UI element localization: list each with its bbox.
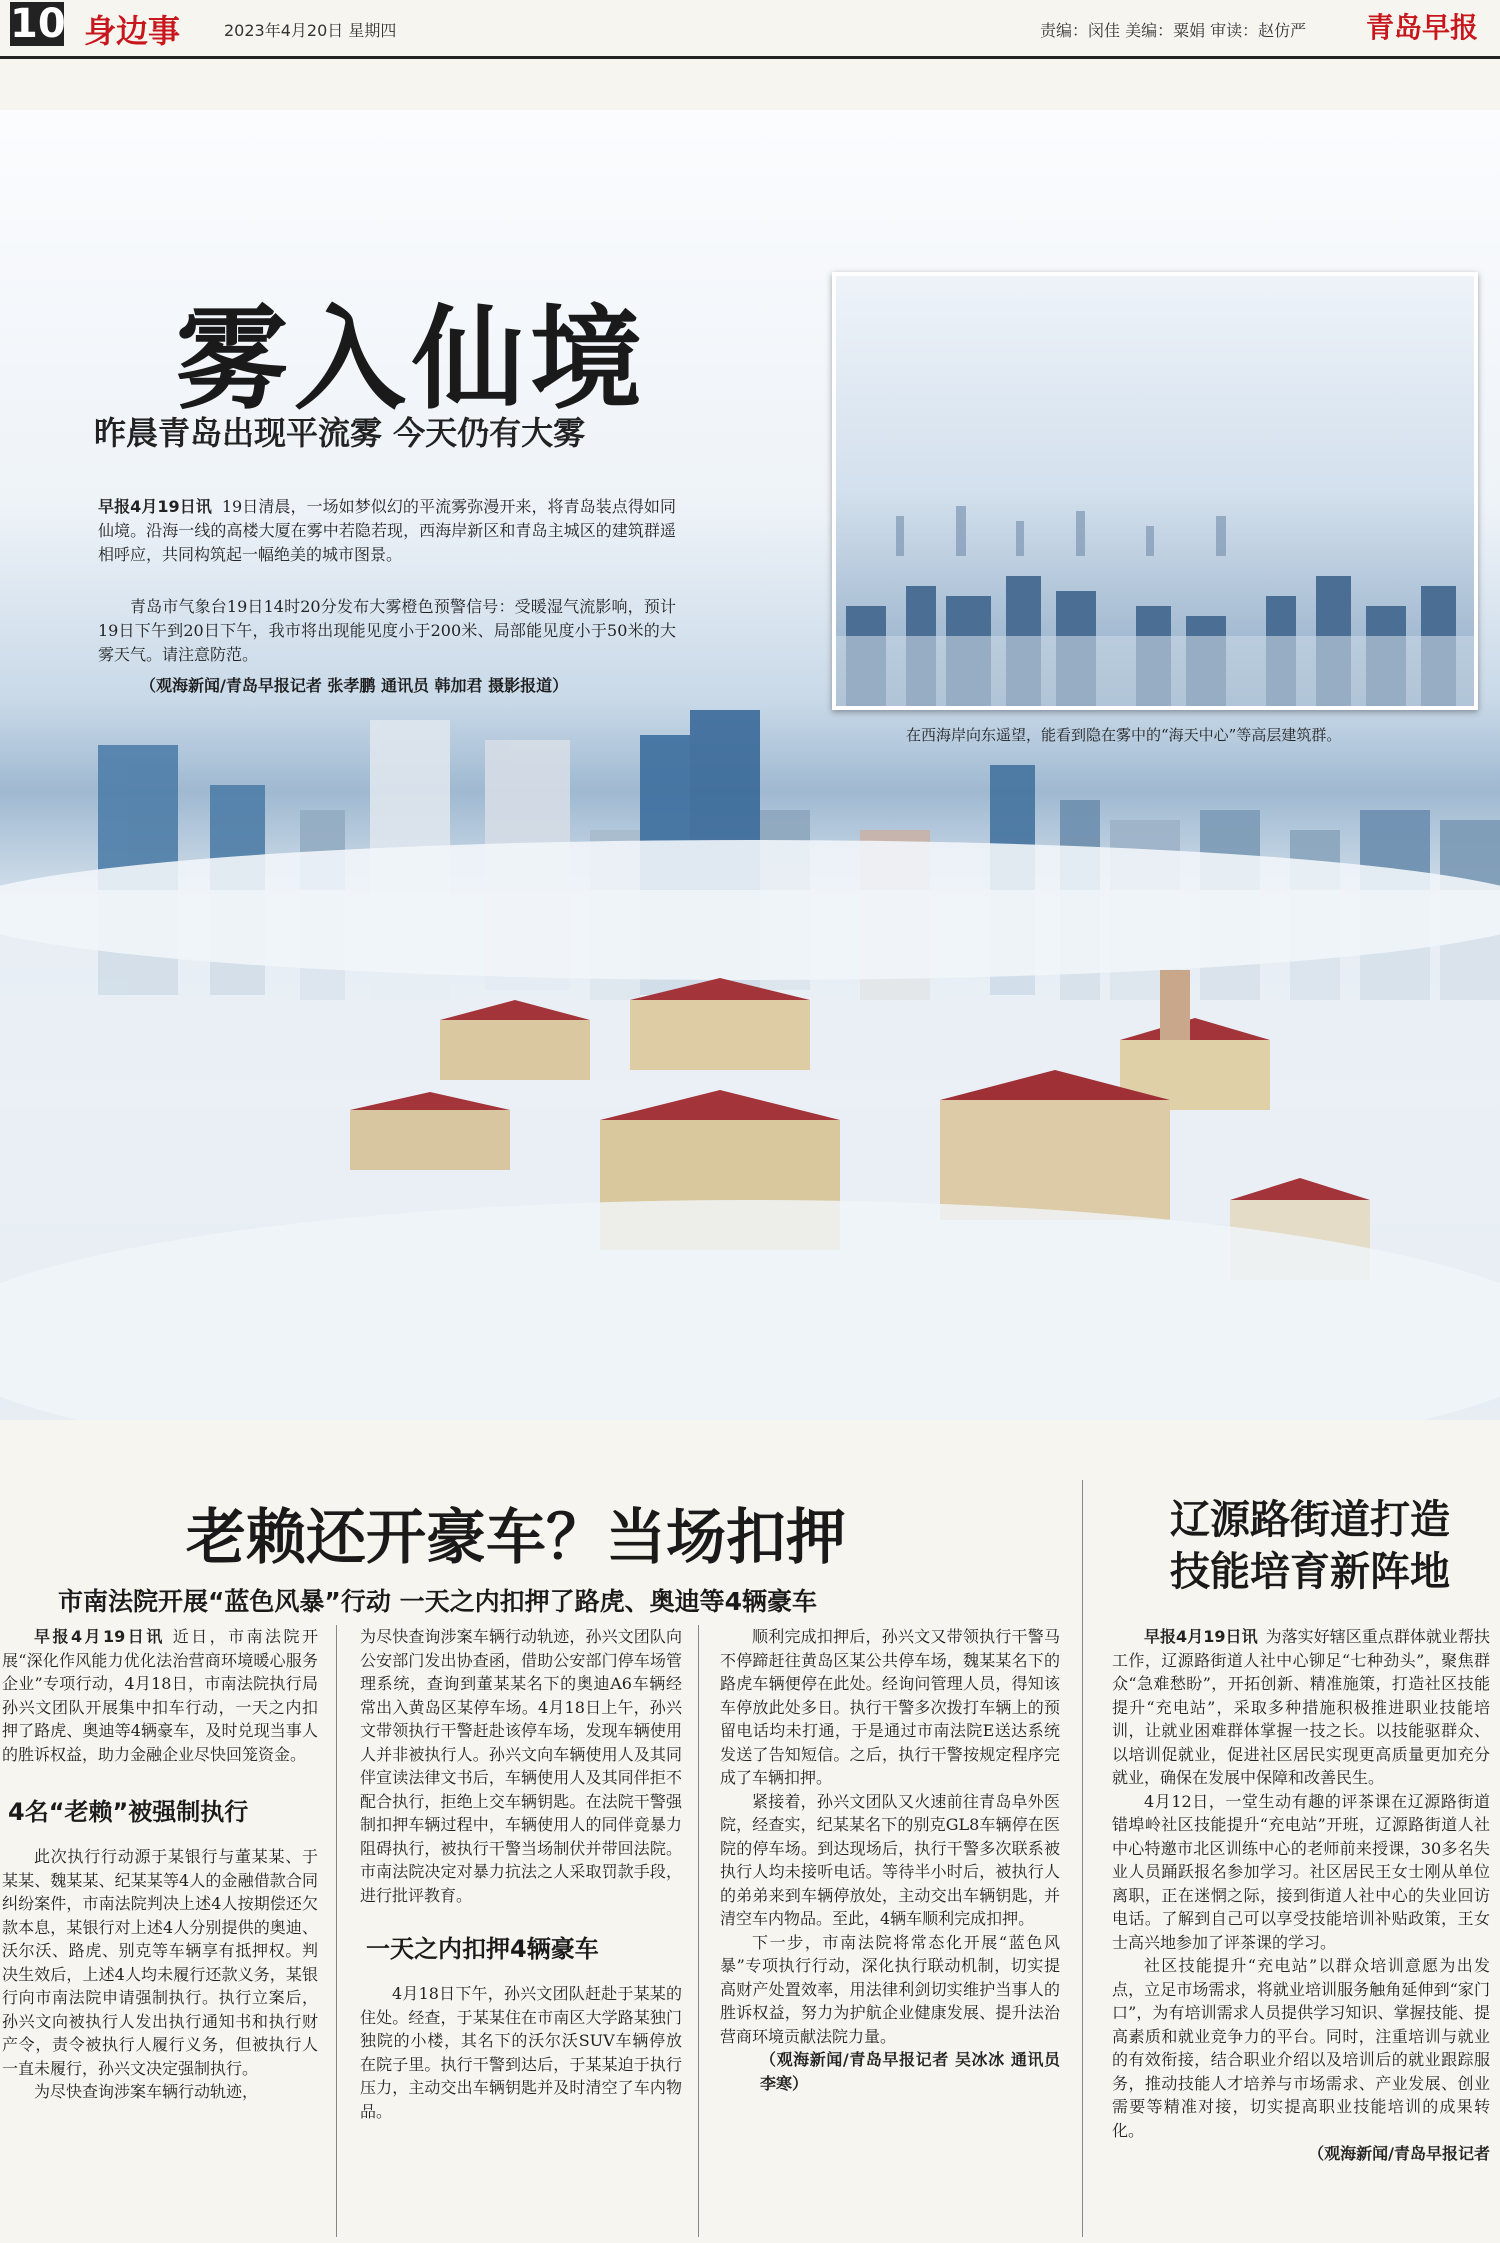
- story2-paragraph-1-text: 近日，市南法院开展“深化作风能力优化法治营商环境暖心服务企业”专项行动，4月18日，市南法院执行局孙兴文团队开展集中扣车行动，一天之内扣押了路虎、奥迪等4辆豪车，及时兑现当事人的胜诉权益，助力金融企业尽快回笼资金。: [2, 1627, 318, 1764]
- column-rule: [698, 1625, 699, 2237]
- story2-byline: （观海新闻/青岛早报记者 吴冰冰 通讯员 李寒）: [760, 2050, 1060, 2093]
- editors-line: 责编：闵佳 美编：粟娟 审读：赵仿严: [1040, 21, 1307, 40]
- lead-paragraph-2: 青岛市气象台19日14时20分发布大雾橙色预警信号：受暖湿气流影响，预计19日下午到20日下午，我市将出现能见度小于200米、局部能见度小于50米的大雾天气。请注意防范。: [98, 597, 676, 664]
- story3-paragraph-3: 社区技能提升“充电站”以群众培训意愿为出发点，立足市场需求，将就业培训服务触角延伸到“家门口”，为有培训需求人员提供学习知识、掌握技能、提高素质和就业竞争力的平台。同时，注重培训与就业的有效衔接，结合职业介绍以及培训后的就业跟踪服务，推动技能人才培养与市场需求、产业发展、创业需要等精准对接，切实提高职业技能培训的成果转化。: [1112, 1956, 1490, 2140]
- lead-subheadline: 昨晨青岛出现平流雾 今天仍有大雾: [94, 414, 586, 452]
- story2-column-1: [2, 1625, 318, 2104]
- fog-photo-band: [0, 110, 1500, 1420]
- story3-dateline: 早报4月19日讯: [1144, 1627, 1258, 1646]
- lead-headline: 雾入仙境: [176, 294, 648, 425]
- story3-headline: [1170, 1494, 1450, 1598]
- story2-paragraph-6: 紧接着，孙兴文团队又火速前往青岛阜外医院，经查实，纪某某名下的别克GL8车辆停在医院的停车场。到达现场后，执行干警多次联系被执行人均未接听电话。等待半小时后，被执行人的弟弟来到车辆停放处，主动交出车辆钥匙，并清空车内物品。至此，4辆车顺利完成扣押。: [720, 1791, 1060, 1928]
- story3-column: [1112, 1625, 1490, 2166]
- section-name: 身边事: [84, 12, 181, 50]
- story2-paragraph-3: 为尽快查询涉案车辆行动轨迹，孙兴文团队向公安部门发出协查函，借助公安部门停车场管理系统，查询到董某某名下的奥迪A6车辆经常出入黄岛区某停车场。4月18日上午，孙兴文带领执行干警赶赴该停车场，发现车辆使用人并非被执行人。孙兴文向车辆使用人及其同伴宣读法律文书后，车辆使用人及其同伴拒不配合执行，拒绝上交车辆钥匙。在法院干警强制扣押车辆过程中，车辆使用人的同伴竟暴力阻碍执行，被执行干警当场制伏并带回法院。市南法院决定对暴力抗法之人采取罚款手段，进行批评教育。: [360, 1627, 682, 1905]
- story3-paragraph-2: 4月12日，一堂生动有趣的评茶课在辽源路街道错埠岭社区技能提升“充电站”开班，辽源路街道人社中心特邀市北区训练中心的老师前来授课，30多名失业人员踊跃报名参加学习。社区居民王女士刚从单位离职，正在迷惘之际，接到街道人社中心的失业回访电话。了解到自己可以享受技能培训补贴政策，王女士高兴地参加了评茶课的学习。: [1112, 1791, 1490, 1952]
- story2-paragraph-3a: 为尽快查询涉案车辆行动轨迹，: [34, 2082, 259, 2101]
- story2-dateline: 早报4月19日讯: [34, 1627, 165, 1646]
- story2-paragraph-5: 顺利完成扣押后，孙兴文又带领执行干警马不停蹄赶往黄岛区某公共停车场，魏某某名下的路虎车辆便停在此处。经询问管理人员，得知该车停放此处多日。执行干警多次拨打车辆上的预留电话均未打通，于是通过市南法院E送达系统发送了告知短信。之后，执行干警按规定程序完成了车辆扣押。: [720, 1627, 1060, 1787]
- story3-byline: （观海新闻/青岛早报记者: [1308, 2144, 1490, 2163]
- story2-deck: 市南法院开展“蓝色风暴”行动 一天之内扣押了路虎、奥迪等4辆豪车: [58, 1587, 817, 1616]
- issue-date: 2023年4月20日 星期四: [224, 21, 397, 40]
- inset-photo: [832, 272, 1478, 710]
- lead-dateline: 早报4月19日讯: [98, 497, 212, 516]
- column-rule: [1082, 1480, 1083, 2237]
- story3-headline-line-2: 技能培育新阵地: [1170, 1548, 1450, 1595]
- page-number: 10: [10, 1, 66, 47]
- story3-paragraph-1-text: 为落实好辖区重点群体就业帮扶工作，辽源路街道人社中心铆足“七种劲头”，聚焦群众“急难愁盼”，开拓创新、精准施策，打造社区技能提升“充电站”，采取多种措施积极推进职业技能培训，让就业困难群体掌握一技之长。以技能驱群众、以培训促就业，促进社区居民实现更高质量更加充分就业，确保在发展中保障和改善民生。: [1112, 1627, 1490, 1787]
- story3-paragraph-1: [1112, 1625, 1490, 1790]
- story2-paragraph-4: 4月18日下午，孙兴文团队赶赴于某某的住处。经查，于某某住在市南区大学路某独门独院的小楼，其名下的沃尔沃SUV车辆停放在院子里。执行干警到达后，于某某迫于执行压力，主动交出车辆钥匙并及时清空了车内物品。: [360, 1984, 682, 2121]
- lead-byline: （观海新闻/青岛早报记者 张孝鹏 通讯员 韩加君 摄影报道）: [140, 676, 569, 695]
- story2-paragraph-7: 下一步，市南法院将常态化开展“蓝色风暴”专项执行行动，深化执行联动机制，切实提高财产处置效率，用法律利剑切实维护当事人的胜诉权益，努力为护航企业健康发展、提升法治营商环境贡献法院力量。: [720, 1932, 1060, 2046]
- story2-paragraph-2: 此次执行行动源于某银行与董某某、于某某、魏某某、纪某某等4人的金融借款合同纠纷案件，市南法院判决上述4人按期偿还欠款本息，某银行对上述4人分别提供的奥迪、沃尔沃、路虎、别克等车辆享有抵押权。判决生效后，上述4人均未履行还款义务，某银行向市南法院申请强制执行。执行立案后，孙兴文向被执行人发出执行通知书和执行财产令，责令被执行人履行义务，但被执行人一直未履行，孙兴文决定强制执行。: [2, 1847, 318, 2078]
- lead-paragraph-1: [98, 495, 676, 567]
- story2-column-3: [720, 1625, 1060, 2095]
- story2-headline: 老赖还开豪车？当场扣押: [186, 1503, 846, 1573]
- lead-paragraph-1-text: 19日清晨，一场如梦似幻的平流雾弥漫开来，将青岛装点得如同仙境。沿海一线的高楼大厦在雾中若隐若现，西海岸新区和青岛主城区的建筑群遥相呼应，共同构筑起一幅绝美的城市图景。: [98, 497, 676, 564]
- masthead-logo: 青岛早报: [1366, 11, 1479, 44]
- page-header: [0, 0, 1500, 59]
- story2-column-2: [360, 1625, 682, 2123]
- inset-caption: 在西海岸向东遥望，能看到隐在雾中的“海天中心”等高层建筑群。: [906, 726, 1342, 744]
- column-rule: [336, 1625, 337, 2237]
- story2-subhead-1: 4名“老赖”被强制执行: [8, 1798, 249, 1826]
- story2-paragraph-1: [2, 1625, 318, 1766]
- story2-subhead-2: 一天之内扣押4辆豪车: [366, 1935, 599, 1963]
- story3-headline-line-1: 辽源路街道打造: [1170, 1496, 1450, 1543]
